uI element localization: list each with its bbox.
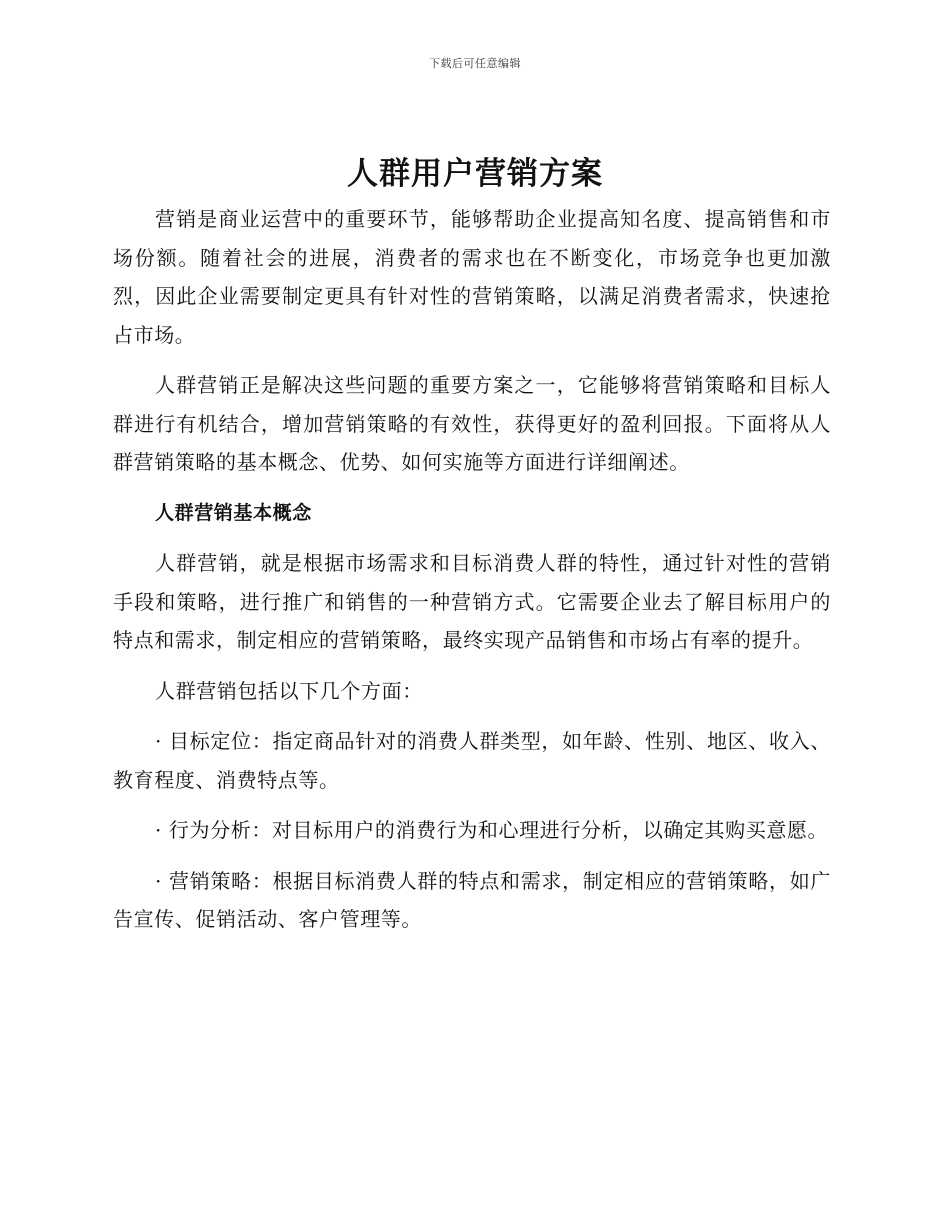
document-title: 人群用户营销方案 [347,156,603,192]
aspects-intro-paragraph: 人群营销包括以下几个方面： [155,678,423,703]
section-heading: 人群营销基本概念 [155,501,312,524]
bullet-behavior-analysis: · 行为分析：对目标用户的消费行为和心理进行分析，以确定其购买意愿。 [155,818,829,842]
document-body [113,200,831,951]
overview-paragraph: 人群营销正是解决这些问题的重要方案之一，它能够将营销策略和目标人群进行有机结合，增加营销策略的有效性，获得更好的盈利回报。下面将从人群营销策略的基本概念、优势、如何实施等方面进行详细阐述。 [113,373,831,474]
bullet-target-positioning: · 目标定位：指定商品针对的消费人群类型，如年龄、性别、地区、收入、教育程度、消费特点等。 [113,729,831,792]
header-note: 下载后可任意编辑 [429,57,521,70]
intro-paragraph: 营销是商业运营中的重要环节，能够帮助企业提高知名度、提高销售和市场份额。随着社会的进展，消费者的需求也在不断变化，市场竞争也更加激烈，因此企业需要制定更具有针对性的营销策略，以满足消费者需求，快速抢占市场。 [113,207,831,347]
definition-paragraph: 人群营销，就是根据市场需求和目标消费人群的特性，通过针对性的营销手段和策略，进行推广和销售的一种营销方式。它需要企业去了解目标用户的特点和需求，制定相应的营销策略，最终实现产品销售和市场占有率的提升。 [113,551,831,652]
bullet-marketing-strategy: · 营销策略：根据目标消费人群的特点和需求，制定相应的营销策略，如广告宣传、促销活动、客户管理等。 [113,868,831,931]
